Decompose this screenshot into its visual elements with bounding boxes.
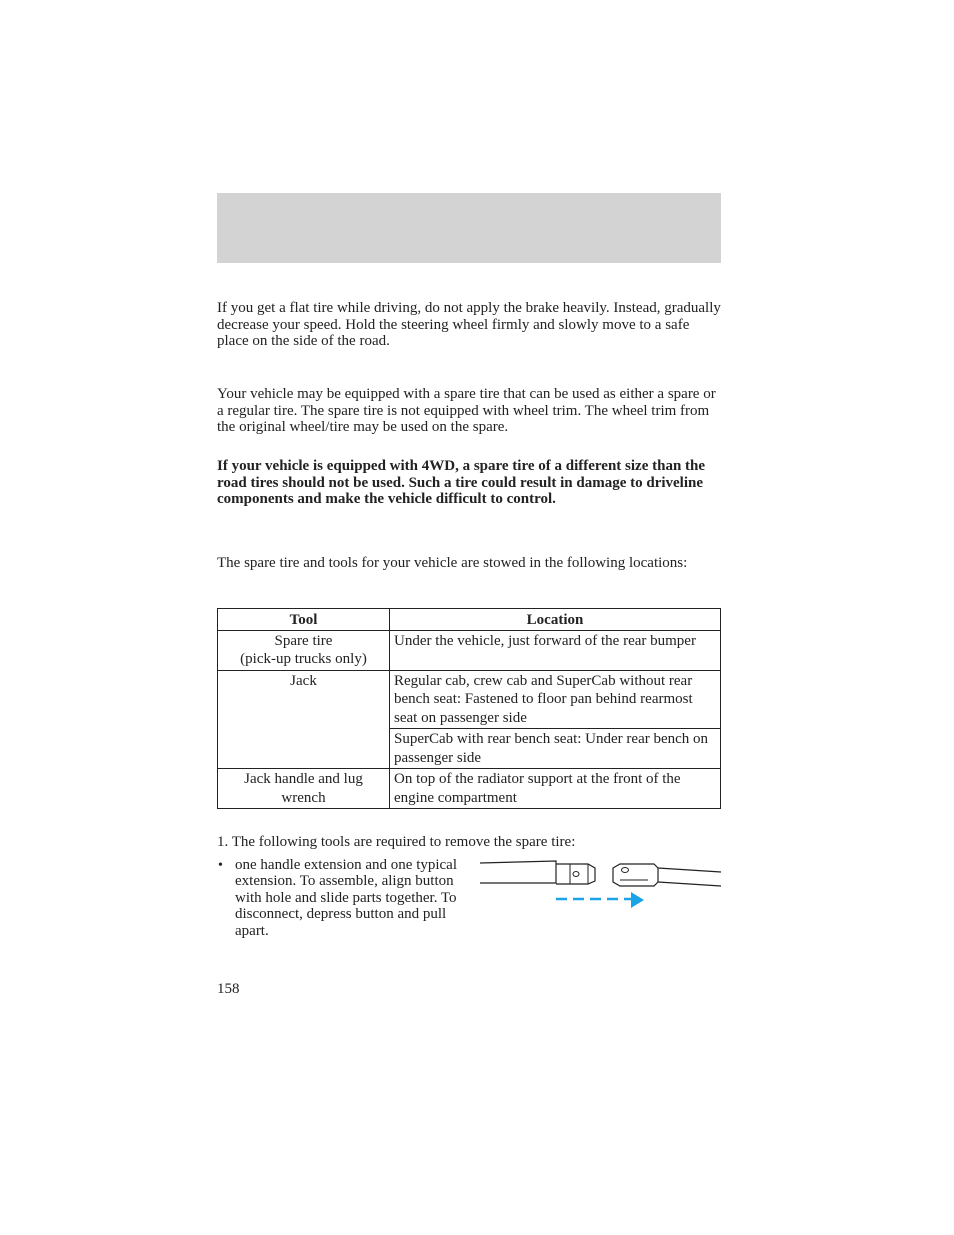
stowage-intro-paragraph: The spare tire and tools for your vehicle are stowed in the following locations: [217, 555, 688, 571]
tool-name: Spare tire [274, 632, 333, 649]
tool-note: (pick-up trucks only) [240, 651, 367, 667]
tool-cell: Jack handle and lug wrench [218, 769, 390, 809]
bullet-1-text: one handle extension and one typical extension. To assemble, align button with hole and slide parts together. To disconnect, depress button and pull apart. [235, 857, 458, 939]
handle-extension-assembly-icon [478, 858, 724, 912]
location-cell: On top of the radiator support at the front of the engine compartment [390, 769, 721, 809]
location-cell: Under the vehicle, just forward of the rear bumper [390, 630, 721, 670]
section-header-band [217, 193, 721, 263]
location-cell: Regular cab, crew cab and SuperCab without rear bench seat: Fastened to floor pan behind rearmost seat on passenger side [390, 670, 721, 729]
tool-column-header: Tool [218, 609, 390, 631]
table-header-row [218, 609, 721, 631]
location-cell: SuperCab with rear bench seat: Under rear bench on passenger side [390, 729, 721, 769]
tool-cell [218, 630, 390, 670]
step-1-text: 1. The following tools are required to remove the spare tire: [217, 834, 576, 850]
flat-tire-paragraph: If you get a flat tire while driving, do not apply the brake heavily. Instead, gradually decrease your speed. Hold the steering wheel firmly and slowly move to a safe place on the side of the road. [217, 300, 721, 349]
bullet-icon: • [218, 858, 223, 873]
spare-tire-paragraph: Your vehicle may be equipped with a spare tire that can be used as either a spare or a regular tire. The spare tire is not equipped with wheel trim. The wheel trim from the original wheel/tire may be used on the spare. [217, 386, 716, 435]
location-column-header: Location [390, 609, 721, 631]
tool-location-table [217, 608, 721, 809]
table-row [218, 670, 721, 729]
4wd-warning-paragraph: If your vehicle is equipped with 4WD, a spare tire of a different size than the road tires should not be used. Such a tire could result in damage to driveline components and make the vehicle difficult to control. [217, 458, 706, 507]
table-row [218, 630, 721, 670]
page-number: 158 [217, 981, 240, 997]
table-row [218, 769, 721, 809]
tool-cell: Jack [218, 670, 390, 769]
